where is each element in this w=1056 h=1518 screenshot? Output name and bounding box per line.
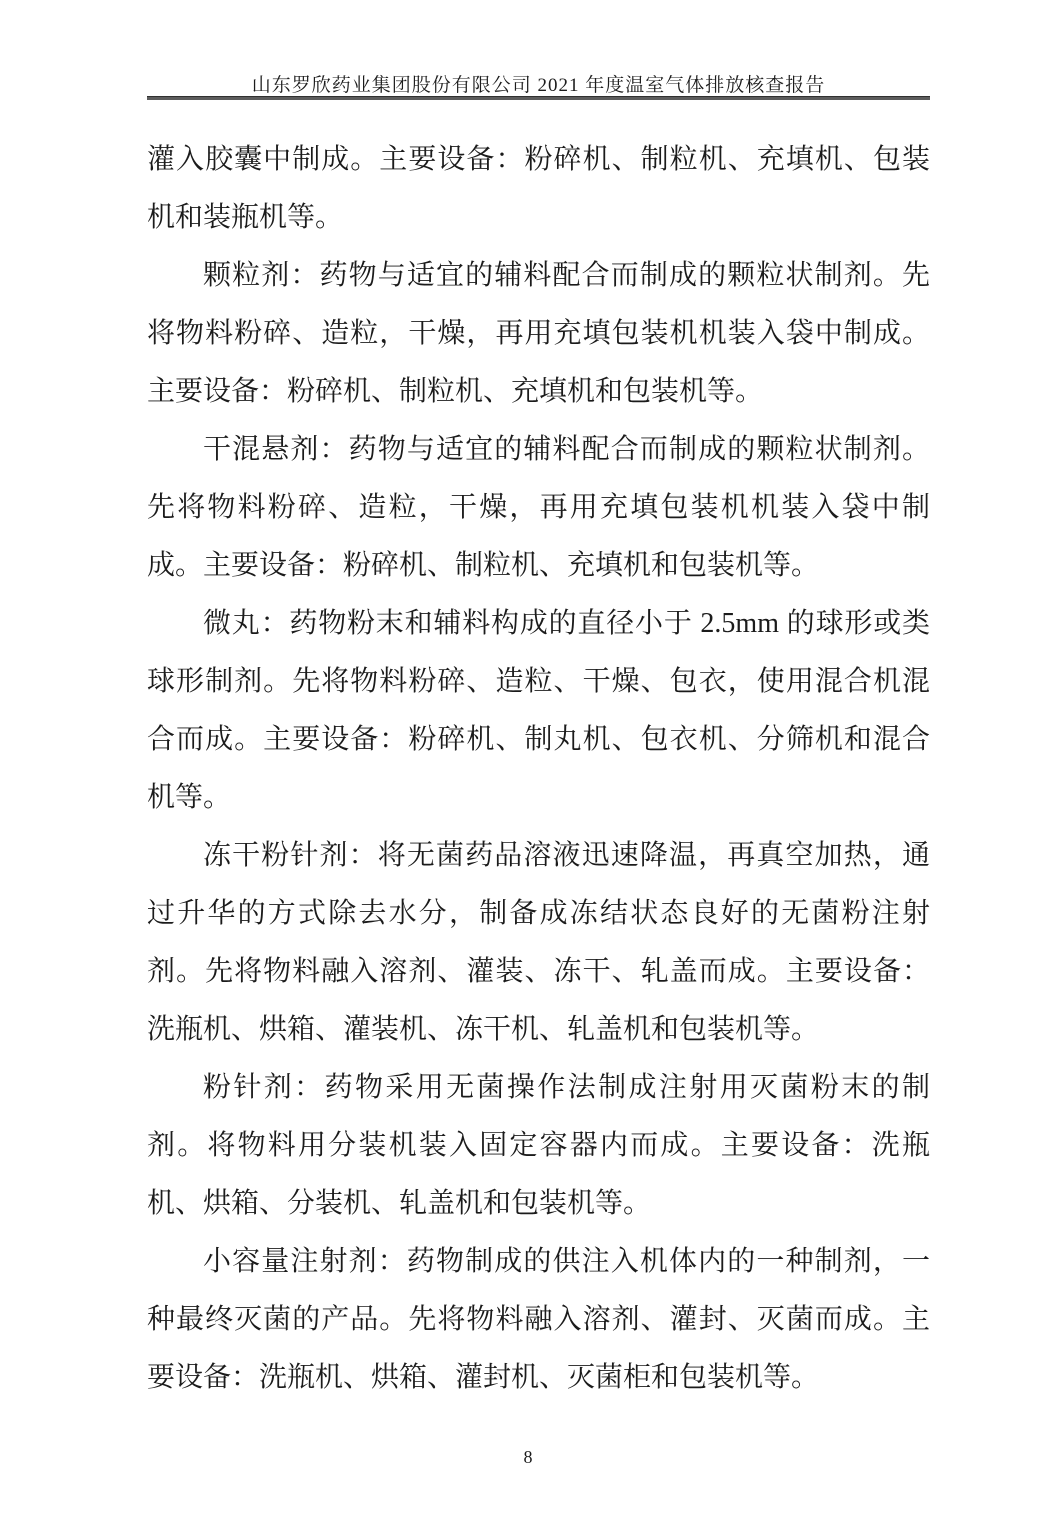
page-number: 8 xyxy=(523,1447,533,1467)
paragraph: 小容量注射剂：药物制成的供注入机体内的一种制剂，一种最终灭菌的产品。先将物料融入溶剂、灌封、灭菌而成。主要设备：洗瓶机、烘箱、灌封机、灭菌柜和包装机等。 xyxy=(147,1246,930,1393)
paragraph: 灌入胶囊中制成。主要设备：粉碎机、制粒机、充填机、包装机和装瓶机等。 xyxy=(147,144,930,233)
paragraph: 冻干粉针剂：将无菌药品溶液迅速降温，再真空加热，通过升华的方式除去水分，制备成冻结状态良好的无菌粉注射剂。先将物料融入溶剂、灌装、冻干、轧盖而成。主要设备：洗瓶机、烘箱、灌装机、冻干机、轧盖机和包装机等。 xyxy=(147,840,930,1045)
document-body xyxy=(147,131,930,1407)
paragraph: 粉针剂：药物采用无菌操作法制成注射用灭菌粉末的制剂。将物料用分装机装入固定容器内而成。主要设备：洗瓶机、烘箱、分装机、轧盖机和包装机等。 xyxy=(147,1072,930,1219)
paragraph: 微丸：药物粉末和辅料构成的直径小于 2.5mm 的球形或类球形制剂。先将物料粉碎、造粒、干燥、包衣，使用混合机混合而成。主要设备：粉碎机、制丸机、包衣机、分筛机和混合机等。 xyxy=(147,608,930,813)
page-header-title: 山东罗欣药业集团股份有限公司 2021 年度温室气体排放核查报告 xyxy=(251,75,826,96)
paragraph: 颗粒剂：药物与适宜的辅料配合而制成的颗粒状制剂。先将物料粉碎、造粒，干燥，再用充填包装机机装入袋中制成。主要设备：粉碎机、制粒机、充填机和包装机等。 xyxy=(147,260,930,407)
paragraph: 干混悬剂：药物与适宜的辅料配合而制成的颗粒状制剂。先将物料粉碎、造粒，干燥，再用充填包装机机装入袋中制成。主要设备：粉碎机、制粒机、充填机和包装机等。 xyxy=(147,434,930,581)
header-rule xyxy=(147,96,930,100)
